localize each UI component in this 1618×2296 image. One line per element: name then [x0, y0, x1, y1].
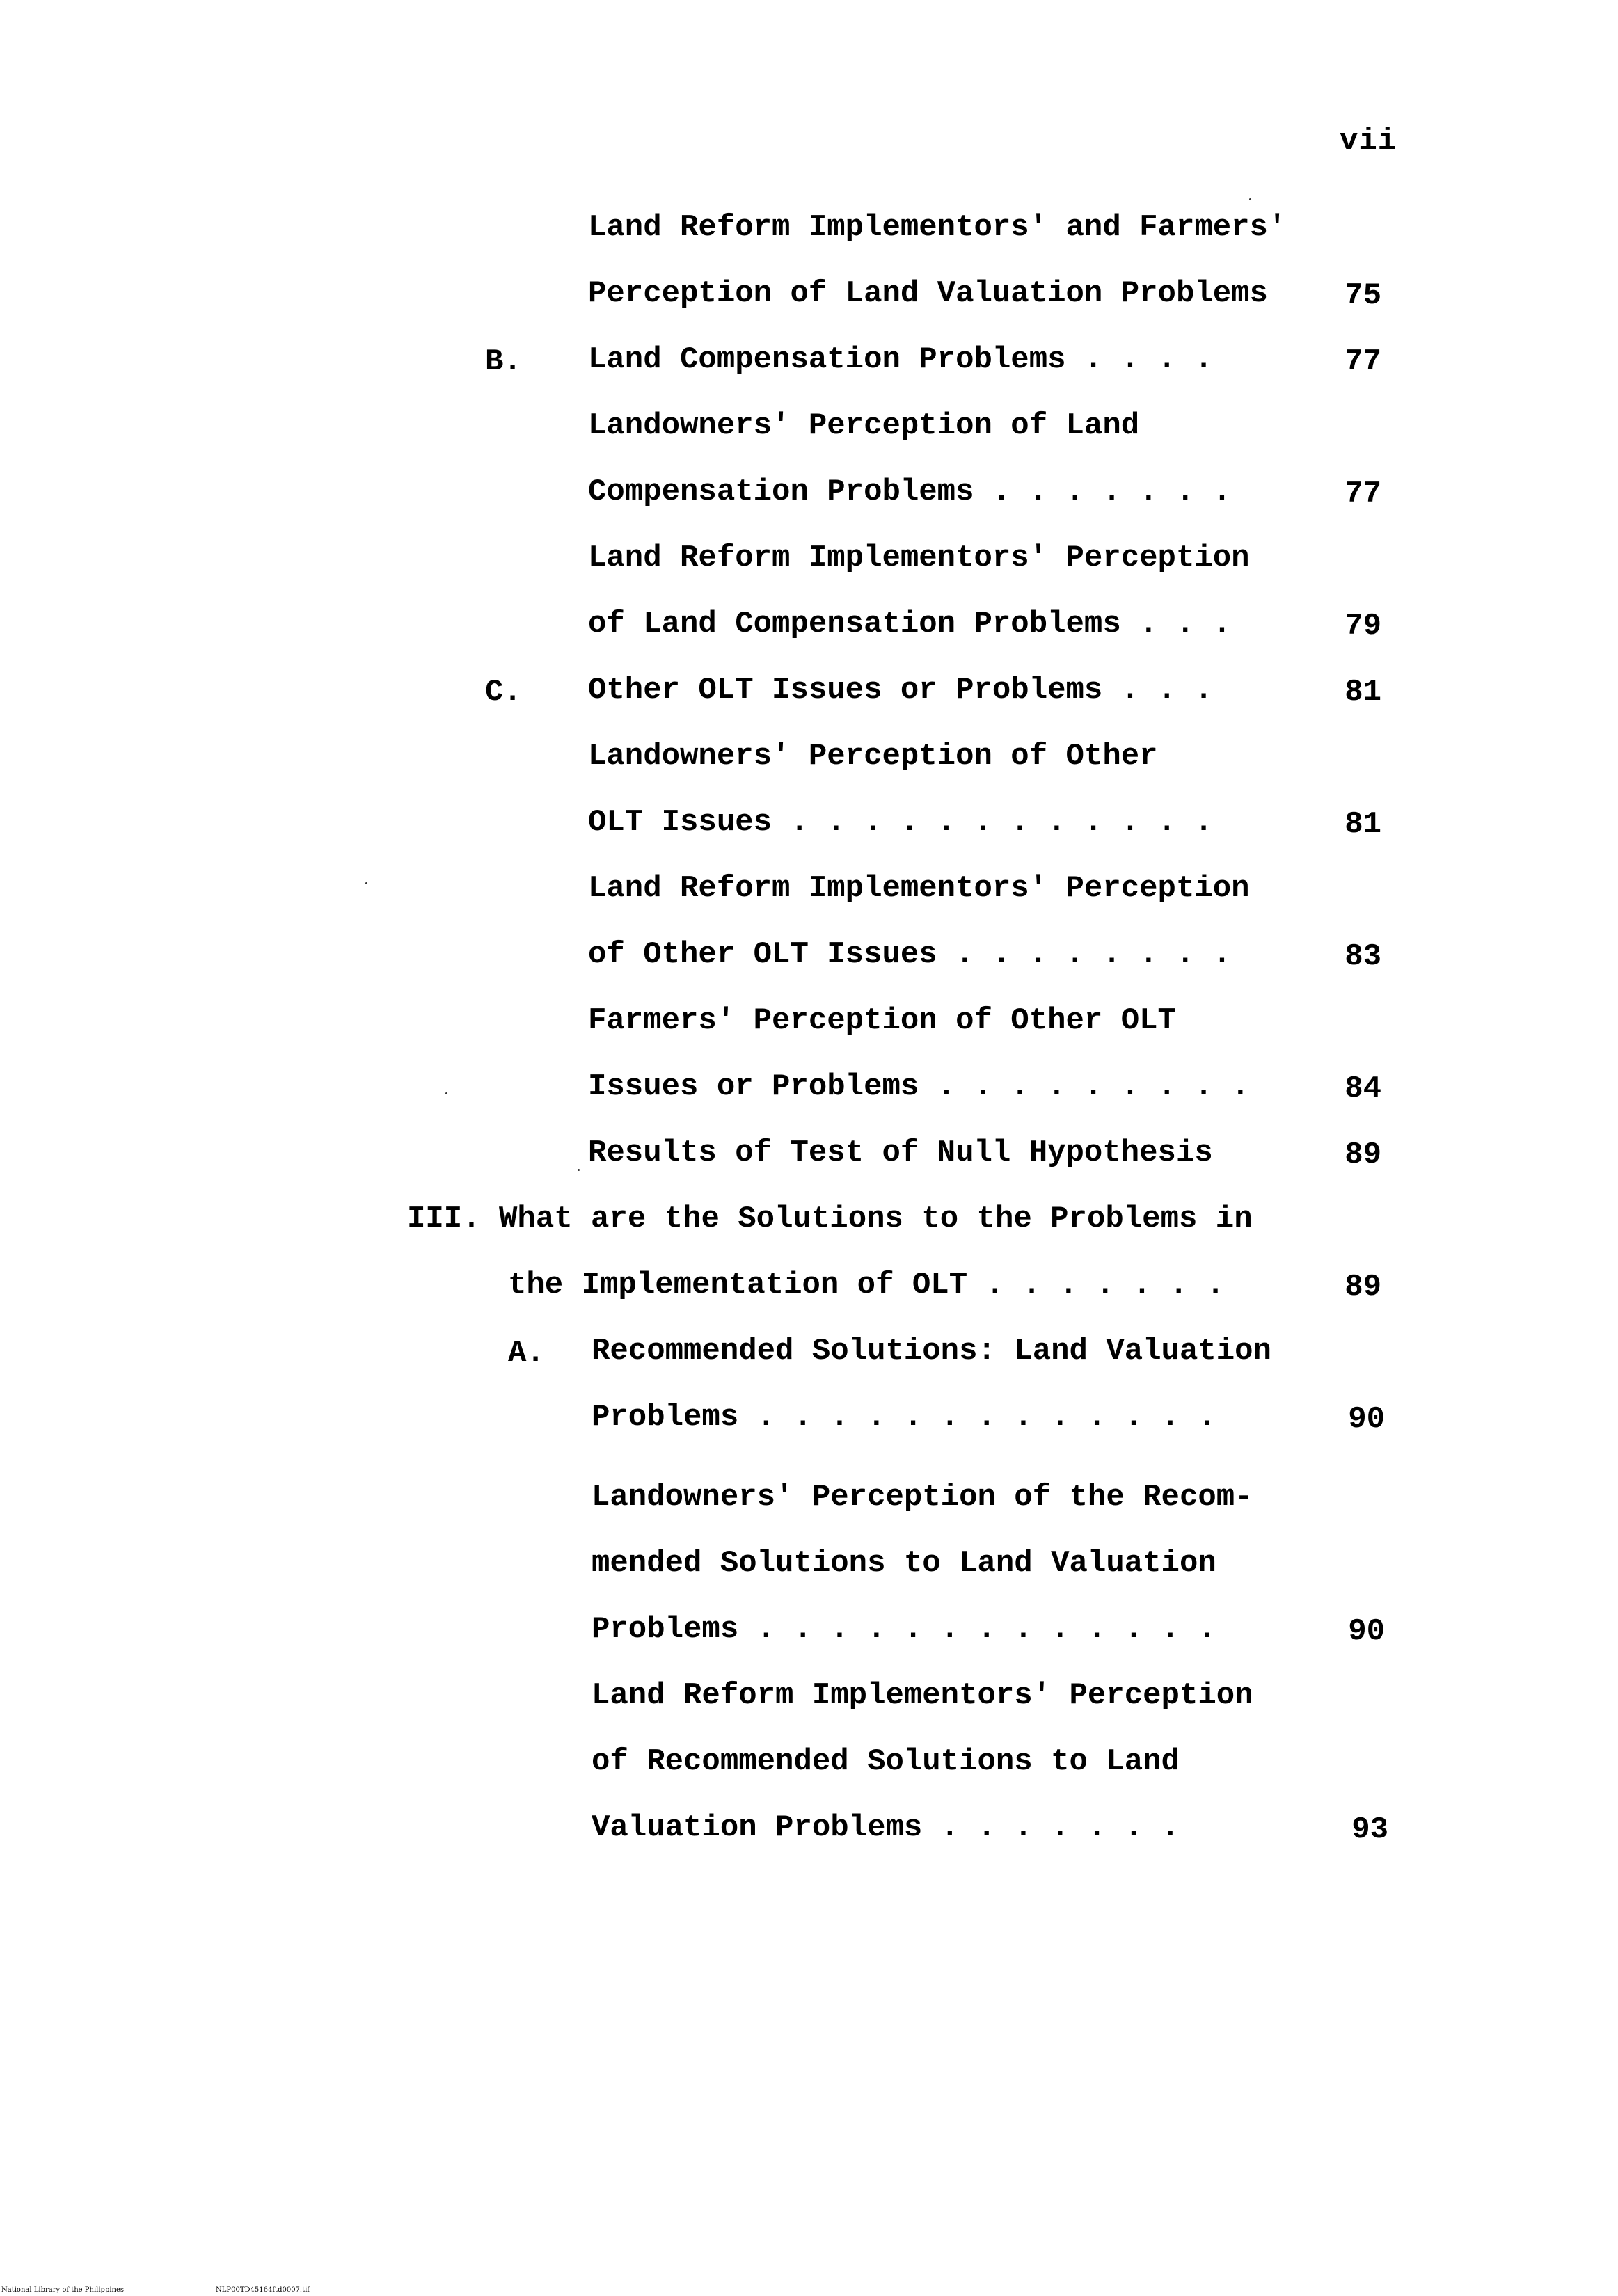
toc-section-letter: B. [485, 344, 522, 379]
toc-page-number: 84 [1345, 1071, 1381, 1106]
toc-line: Landowners' Perception of Other [588, 739, 1158, 774]
scan-speck [578, 1169, 580, 1171]
toc-line: of Land Compensation Problems . . . [588, 607, 1232, 641]
scan-speck [365, 882, 367, 884]
toc-page-number: 77 [1345, 344, 1381, 379]
toc-line: the Implementation of OLT . . . . . . . [508, 1268, 1225, 1302]
scan-speck [1249, 198, 1251, 200]
footer-library: National Library of the Philippines [1, 2286, 125, 2294]
toc-page-number: 77 [1345, 477, 1381, 511]
toc-page-number: 90 [1348, 1614, 1385, 1649]
toc-line: Land Compensation Problems . . . . [588, 342, 1213, 377]
toc-page-number: 89 [1345, 1138, 1381, 1172]
toc-page-number: 81 [1345, 675, 1381, 710]
toc-page-number: 89 [1345, 1270, 1381, 1305]
toc-line: Valuation Problems . . . . . . . [592, 1810, 1180, 1845]
toc-line: Other OLT Issues or Problems . . . [588, 673, 1213, 708]
toc-line: Perception of Land Valuation Problems [588, 276, 1268, 311]
toc-section-letter: A. [508, 1336, 545, 1371]
toc-page-number: 83 [1345, 939, 1381, 974]
scan-speck [445, 1092, 447, 1094]
toc-line: Landowners' Perception of the Recom- [592, 1480, 1253, 1515]
toc-page-number: 79 [1345, 609, 1381, 644]
toc-page-number: 93 [1351, 1812, 1388, 1847]
page-number: vii [1340, 124, 1397, 159]
toc-line: Problems . . . . . . . . . . . . . [592, 1400, 1216, 1435]
toc-line: Compensation Problems . . . . . . . [588, 475, 1232, 509]
toc-line: of Other OLT Issues . . . . . . . . [588, 937, 1232, 972]
toc-line: Land Reform Implementors' Perception [588, 541, 1250, 575]
toc-line: of Recommended Solutions to Land [592, 1744, 1180, 1779]
toc-page-number: 81 [1345, 807, 1381, 842]
toc-line: Issues or Problems . . . . . . . . . [588, 1069, 1250, 1104]
toc-chapter-line: III. What are the Solutions to the Problems in [407, 1202, 1253, 1236]
toc-line: Land Reform Implementors' Perception [588, 871, 1250, 906]
toc-line: Landowners' Perception of Land [588, 408, 1140, 443]
toc-line: Land Reform Implementors' and Farmers' [588, 210, 1287, 245]
toc-page-number: 90 [1348, 1402, 1385, 1437]
toc-section-letter: C. [485, 675, 522, 710]
toc-line: Land Reform Implementors' Perception [592, 1678, 1253, 1713]
toc-line: OLT Issues . . . . . . . . . . . . [588, 805, 1213, 840]
toc-line: Recommended Solutions: Land Valuation [592, 1334, 1271, 1369]
toc-line: mended Solutions to Land Valuation [592, 1546, 1216, 1581]
toc-page-number: 75 [1345, 278, 1381, 313]
toc-line: Farmers' Perception of Other OLT [588, 1003, 1176, 1038]
footer-filename: NLP00TD45164ftd0007.tif [216, 2286, 310, 2294]
toc-line: Results of Test of Null Hypothesis [588, 1135, 1213, 1170]
toc-line: Problems . . . . . . . . . . . . . [592, 1612, 1216, 1647]
